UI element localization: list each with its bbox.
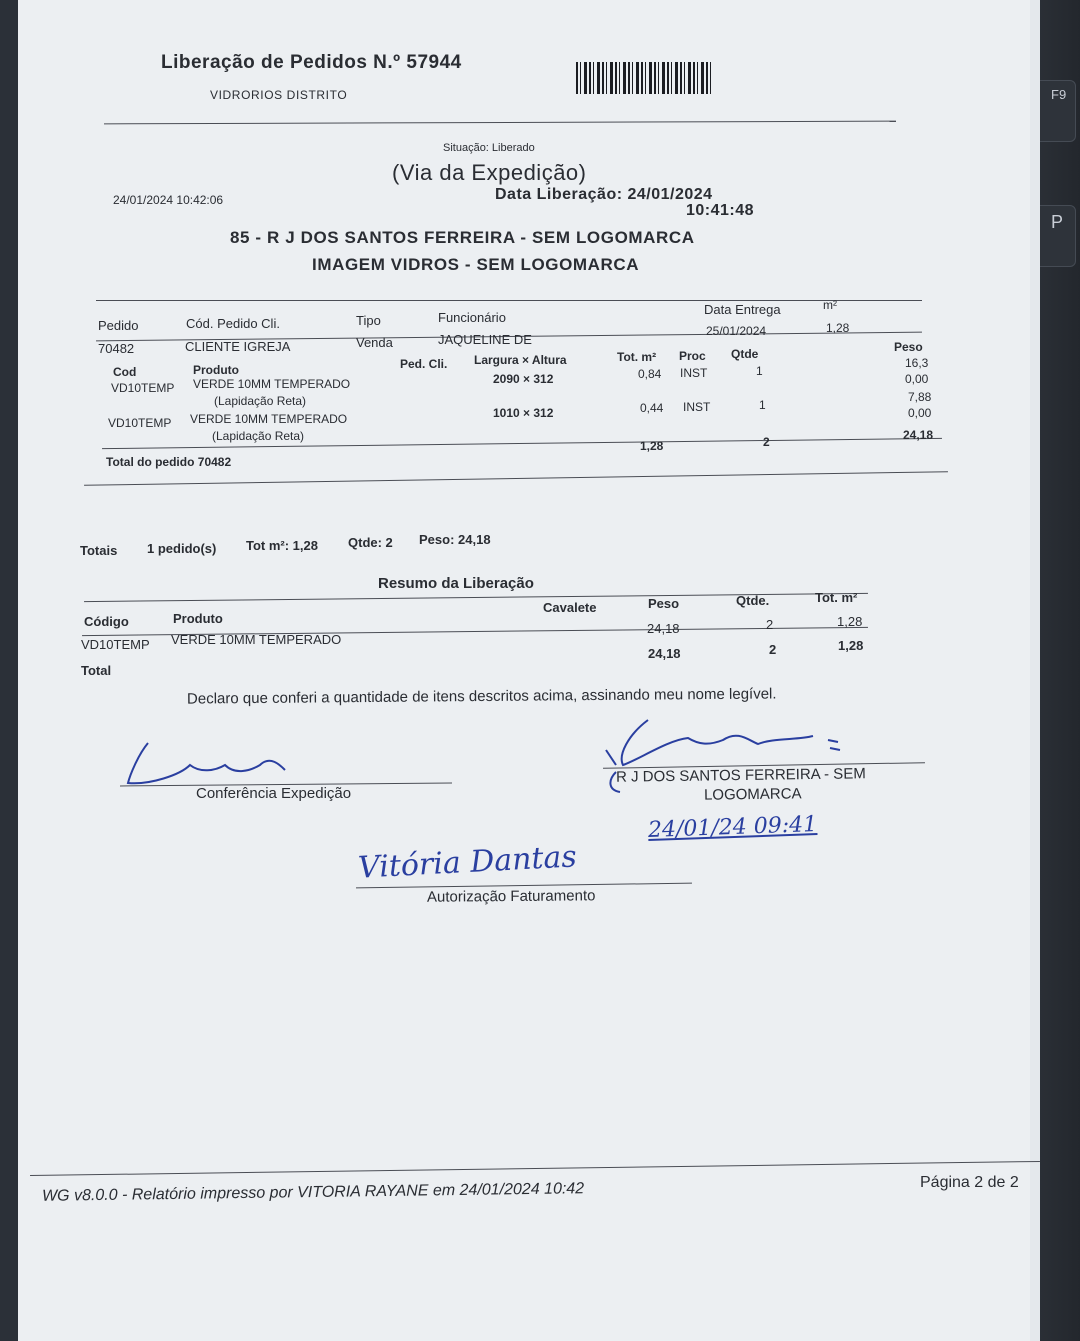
- item-dimensoes: 1010 × 312: [493, 406, 554, 420]
- item-tot-m2: 0,84: [638, 367, 662, 381]
- footer-divider: [30, 1161, 1040, 1176]
- keyboard-key: P: [1004, 205, 1076, 267]
- resumo-title: Resumo da Liberação: [378, 575, 534, 592]
- cliente-label-line1: R J DOS SANTOS FERREIRA - SEM: [615, 765, 866, 786]
- via-label: (Via da Expedição): [392, 160, 587, 185]
- col-largura-altura: Largura × Altura: [474, 353, 567, 367]
- item-dimensoes: 2090 × 312: [493, 372, 554, 386]
- order-total-peso: 24,18: [903, 428, 934, 442]
- col-cod: Cod: [113, 365, 137, 379]
- resumo-col-cavalete: Cavalete: [543, 600, 597, 615]
- signature-conferencia-stroke: [120, 735, 300, 790]
- signature-conferencia: [120, 735, 300, 790]
- item-cod: VD10TEMP: [108, 416, 172, 430]
- order-total-label: Total do pedido 70482: [106, 455, 232, 469]
- barcode: [576, 62, 711, 94]
- document-page: [18, 0, 1030, 1341]
- resumo-col-qtde: Qtde.: [736, 593, 770, 608]
- item-peso-extra: 0,00: [905, 372, 929, 386]
- col-proc: Proc: [679, 349, 706, 363]
- company-name: VIDRORIOS DISTRITO: [210, 88, 348, 102]
- client-subname: IMAGEM VIDROS - SEM LOGOMARCA: [312, 255, 640, 274]
- col-ped-cli: Ped. Cli.: [400, 357, 448, 371]
- tipo-value: Venda: [356, 335, 393, 350]
- item-qtde: 1: [759, 398, 766, 412]
- data-entrega-value: 25/01/2024: [706, 324, 767, 338]
- col-tot-m2: Tot. m²: [617, 350, 657, 364]
- divider: [96, 300, 922, 301]
- item-produto: VERDE 10MM TEMPERADO: [193, 377, 351, 391]
- col-produto: Produto: [193, 363, 239, 377]
- totals-peso: Peso: 24,18: [419, 532, 491, 547]
- col-tipo: Tipo: [356, 313, 381, 328]
- cod-pedido-cli-value: CLIENTE IGREJA: [185, 339, 291, 354]
- resumo-col-produto: Produto: [173, 611, 223, 626]
- item-proc: INST: [680, 366, 708, 380]
- cliente-label-line2: LOGOMARCA: [703, 785, 802, 804]
- keyboard-key: F9: [1004, 80, 1076, 142]
- m2-value: 1,28: [826, 321, 850, 335]
- signature-autorizacao: Vitória Dantas: [357, 839, 578, 886]
- col-data-entrega: Data Entrega: [704, 302, 781, 317]
- resumo-produto: VERDE 10MM TEMPERADO: [171, 632, 342, 647]
- document-title: Liberação de Pedidos N.º 57944: [161, 52, 462, 73]
- divider: [104, 121, 896, 125]
- resumo-col-tot-m2: Tot. m²: [815, 590, 858, 605]
- resumo-col-codigo: Código: [84, 614, 129, 629]
- item-cod: VD10TEMP: [111, 381, 175, 395]
- resumo-total-m2: 1,28: [838, 638, 864, 653]
- resumo-col-peso: Peso: [648, 596, 680, 611]
- totals-qtde: Qtde: 2: [348, 535, 393, 550]
- data-liberacao: Data Liberação: 24/01/2024: [495, 186, 713, 203]
- footer-page-number: Página 2 de 2: [920, 1174, 1019, 1191]
- item-produto: VERDE 10MM TEMPERADO: [190, 412, 348, 426]
- item-detalhe: (Lapidação Reta): [212, 429, 305, 443]
- col-pedido: Pedido: [98, 318, 139, 333]
- handwritten-date: 24/01/24 09:41: [647, 812, 818, 843]
- resumo-codigo: VD10TEMP: [81, 637, 150, 652]
- totals-m2: Tot m²: 1,28: [246, 538, 318, 553]
- order-total-qtde: 2: [763, 435, 770, 449]
- item-peso: 7,88: [908, 390, 932, 404]
- totals-pedidos: 1 pedido(s): [147, 541, 217, 556]
- item-qtde: 1: [756, 364, 763, 378]
- item-detalhe: (Lapidação Reta): [214, 394, 307, 408]
- col-peso: Peso: [894, 340, 923, 354]
- situacao: Situação: Liberado: [443, 142, 535, 154]
- funcionario-value: JAQUELINE DE: [438, 332, 532, 347]
- item-tot-m2: 0,44: [640, 401, 664, 415]
- resumo-total-peso: 24,18: [648, 646, 681, 661]
- totals-label: Totais: [80, 543, 118, 558]
- resumo-total-label: Total: [81, 663, 112, 678]
- print-datetime: 24/01/2024 10:42:06: [113, 193, 224, 207]
- resumo-total-qtde: 2: [769, 642, 777, 657]
- client-name: 85 - R J DOS SANTOS FERREIRA - SEM LOGOMARCA: [230, 228, 695, 247]
- item-peso-extra: 0,00: [908, 406, 932, 420]
- item-proc: INST: [683, 400, 711, 414]
- declaration-text: Declaro que conferi a quantidade de itens descritos acima, assinando meu nome legível.: [186, 685, 777, 708]
- col-qtde: Qtde: [731, 347, 759, 361]
- resumo-peso: 24,18: [647, 621, 680, 636]
- col-cod-pedido-cli: Cód. Pedido Cli.: [186, 316, 280, 331]
- footer-printed-by: WG v8.0.0 - Relatório impresso por VITORIA RAYANE em 24/01/2024 10:42: [41, 1180, 585, 1205]
- col-funcionario: Funcionário: [438, 310, 506, 325]
- resumo-qtde: 2: [766, 617, 774, 632]
- resumo-tot-m2: 1,28: [837, 614, 863, 629]
- item-peso: 16,3: [905, 356, 929, 370]
- conferencia-label: Conferência Expedição: [196, 785, 352, 802]
- divider: [84, 471, 948, 486]
- order-total-m2: 1,28: [640, 439, 664, 453]
- pedido-number: 70482: [98, 341, 135, 356]
- autorizacao-label: Autorização Faturamento: [426, 887, 596, 906]
- hora-liberacao: 10:41:48: [686, 202, 755, 219]
- col-m2: m²: [823, 298, 837, 312]
